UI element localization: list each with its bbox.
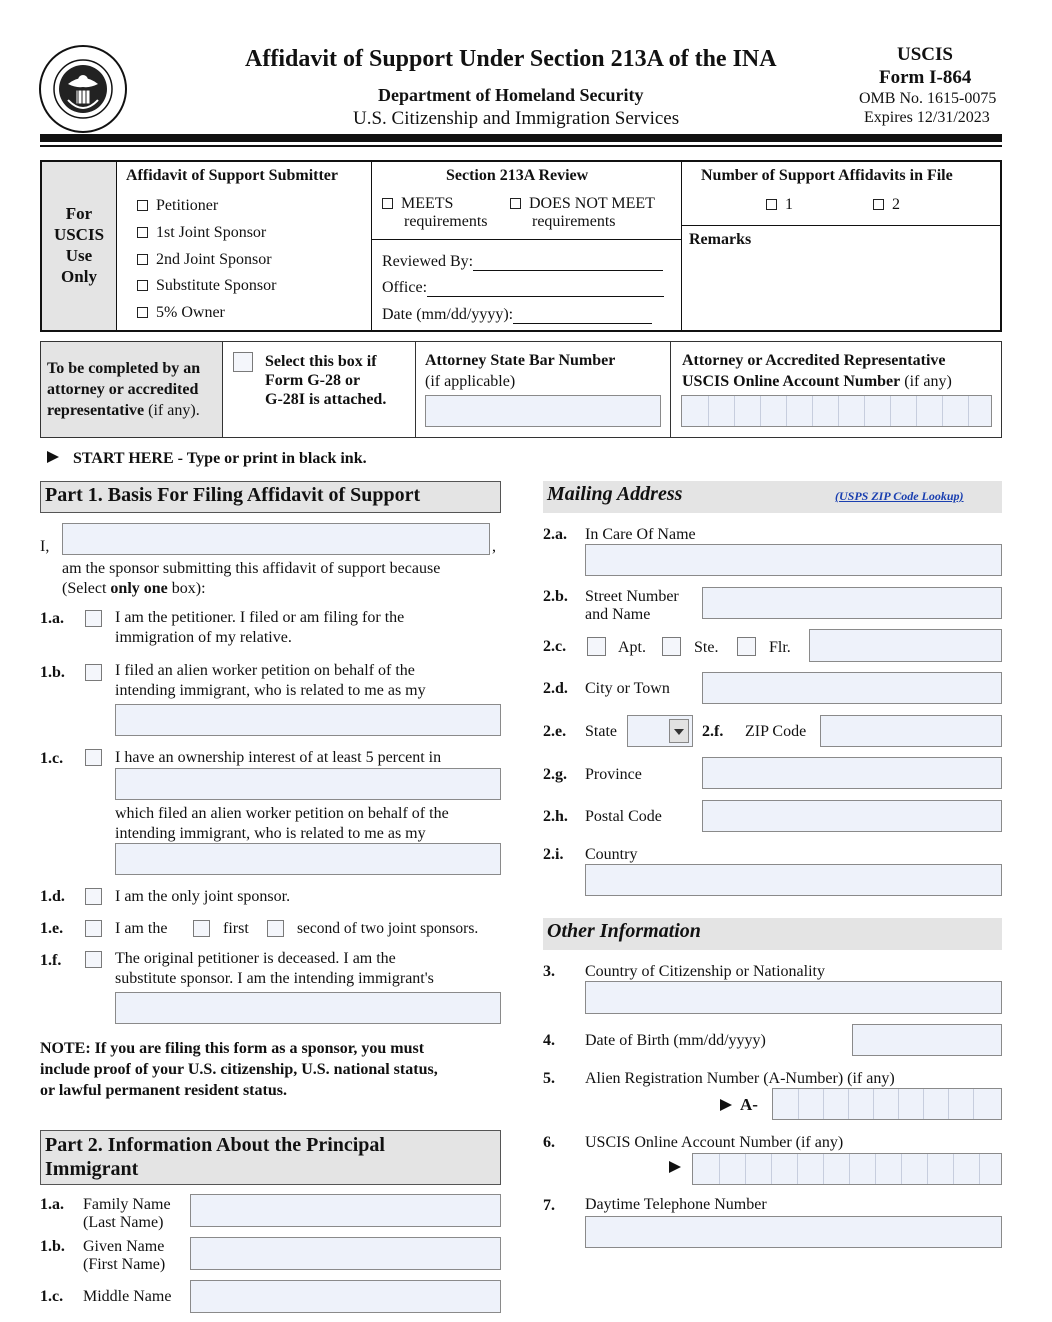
citizenship-label: Country of Citizenship or Nationality bbox=[585, 963, 825, 980]
g28-checkbox[interactable] bbox=[233, 352, 253, 372]
submitter-2nd-joint[interactable]: 2nd Joint Sponsor bbox=[137, 247, 276, 274]
postal-label: Postal Code bbox=[585, 808, 662, 825]
bar-number-sub: (if applicable) bbox=[425, 373, 516, 390]
attorney-account-label: Attorney or Accredited Representative bbox=[682, 352, 946, 369]
flr-checkbox[interactable] bbox=[737, 637, 756, 656]
item-1c-company-input[interactable] bbox=[115, 768, 501, 800]
street-input[interactable] bbox=[702, 587, 1002, 619]
m-2i-number: 2.i. bbox=[543, 846, 564, 863]
mailing-address-title: Mailing Address bbox=[543, 481, 1002, 513]
item-1f-relationship-input[interactable] bbox=[115, 992, 501, 1024]
p2-1a-number: 1.a. bbox=[40, 1196, 64, 1213]
city-label: City or Town bbox=[585, 680, 670, 697]
m-2d-number: 2.d. bbox=[543, 680, 568, 697]
middle-name-input[interactable] bbox=[190, 1280, 501, 1313]
office-divider-4 bbox=[682, 225, 1000, 226]
bar-number-input[interactable] bbox=[425, 395, 661, 427]
apt-label: Apt. bbox=[618, 639, 646, 656]
form-title: Affidavit of Support Under Section 213A of the INA bbox=[245, 46, 777, 72]
m-2f-number: 2.f. bbox=[702, 723, 724, 740]
country-input[interactable] bbox=[585, 864, 1002, 896]
m-2b-number: 2.b. bbox=[543, 588, 568, 605]
o-3-number: 3. bbox=[543, 963, 555, 980]
attorney-divider-1 bbox=[415, 342, 416, 437]
remarks-label: Remarks bbox=[689, 231, 752, 248]
attorney-account-label-2: USCIS Online Account Number (if any) bbox=[682, 373, 952, 390]
flr-label: Flr. bbox=[769, 639, 791, 656]
checkbox-icon bbox=[137, 280, 148, 291]
zip-input[interactable] bbox=[820, 715, 1002, 747]
m-2a-number: 2.a. bbox=[543, 526, 567, 543]
checkbox-icon bbox=[873, 199, 884, 210]
part1-title: Part 1. Basis For Filing Affidavit of Support bbox=[40, 481, 501, 513]
i-label: I, bbox=[40, 538, 50, 555]
start-here-text: START HERE - Type or print in black ink. bbox=[73, 450, 367, 467]
item-1e-number: 1.e. bbox=[40, 920, 64, 937]
item-1d-text: I am the only joint sponsor. bbox=[115, 888, 291, 905]
omb-number: OMB No. 1615-0075 bbox=[859, 90, 997, 107]
affidavit-count-2[interactable]: 2 bbox=[873, 196, 900, 214]
bar-number-label: Attorney State Bar Number bbox=[425, 352, 616, 369]
ste-label: Ste. bbox=[694, 639, 719, 656]
checkbox-icon bbox=[766, 199, 777, 210]
office-divider-2 bbox=[681, 162, 682, 330]
item-1f-text: The original petitioner is deceased. I am the substitute sponsor. I am the intending immigrant's bbox=[115, 950, 434, 987]
item-1e-text-3: second of two joint sponsors. bbox=[297, 920, 479, 937]
item-1b-checkbox[interactable] bbox=[85, 664, 102, 681]
online-account-label: USCIS Online Account Number (if any) bbox=[585, 1134, 844, 1151]
item-1a-text: I am the petitioner. I filed or am filing for the immigration of my relative. bbox=[115, 609, 405, 646]
item-1e-second-checkbox[interactable] bbox=[267, 920, 284, 937]
online-account-arrow-icon bbox=[669, 1161, 681, 1173]
family-name-input[interactable] bbox=[190, 1194, 501, 1227]
m-2h-number: 2.h. bbox=[543, 808, 568, 825]
dropdown-arrow-icon[interactable] bbox=[669, 719, 689, 743]
anumber-arrow-icon bbox=[720, 1099, 732, 1111]
care-of-input[interactable] bbox=[585, 544, 1002, 576]
for-uscis-use-label: For USCIS Use Only bbox=[53, 204, 105, 286]
submitter-substitute[interactable]: Substitute Sponsor bbox=[137, 273, 276, 300]
does-not-meet-option[interactable]: DOES NOT MEET requirements bbox=[510, 195, 655, 231]
state-label: State bbox=[585, 723, 617, 740]
item-1d-number: 1.d. bbox=[40, 888, 65, 905]
anumber-label: Alien Registration Number (A-Number) (if any) bbox=[585, 1070, 895, 1087]
date-row: Date (mm/dd/yyyy): bbox=[382, 306, 652, 324]
anumber-prefix: A- bbox=[740, 1095, 758, 1114]
item-1c-text-2: which filed an alien worker petition on behalf of the intending immigrant, who is related to me as my bbox=[115, 805, 449, 842]
p2-1c-number: 1.c. bbox=[40, 1288, 64, 1305]
item-1c-relationship-input[interactable] bbox=[115, 843, 501, 875]
item-1a-checkbox[interactable] bbox=[85, 610, 102, 627]
checkbox-icon bbox=[382, 198, 393, 209]
part1-note: NOTE: If you are filing this form as a sponsor, you must include proof of your U.S. citizenship, U.S. national status, or lawful permanent resident status. bbox=[40, 1040, 438, 1099]
item-1b-text: I filed an alien worker petition on behalf of the intending immigrant, who is related to me as my bbox=[115, 662, 426, 699]
submitter-petitioner[interactable]: Petitioner bbox=[137, 193, 276, 220]
affidavit-count-1[interactable]: 1 bbox=[766, 196, 793, 214]
checkbox-icon bbox=[137, 254, 148, 265]
ste-checkbox[interactable] bbox=[662, 637, 681, 656]
postal-input[interactable] bbox=[702, 800, 1002, 832]
item-1e-checkbox[interactable] bbox=[85, 920, 102, 937]
item-1e-text-2: first bbox=[223, 920, 249, 937]
item-1e-first-checkbox[interactable] bbox=[193, 920, 210, 937]
header-rule-thin bbox=[40, 145, 1002, 147]
city-input[interactable] bbox=[702, 672, 1002, 704]
dob-label: Date of Birth (mm/dd/yyyy) bbox=[585, 1032, 766, 1049]
given-name-input[interactable] bbox=[190, 1237, 501, 1270]
item-1e-text-1: I am the bbox=[115, 920, 168, 937]
g28-label: Select this box if Form G-28 or G-28I is attached. bbox=[265, 353, 387, 408]
zip-label: ZIP Code bbox=[745, 723, 807, 740]
phone-input[interactable] bbox=[585, 1216, 1002, 1248]
office-divider-3 bbox=[372, 239, 681, 240]
item-1a-number: 1.a. bbox=[40, 610, 64, 627]
attorney-account-input[interactable] bbox=[681, 395, 992, 427]
care-of-label: In Care Of Name bbox=[585, 526, 696, 543]
header-rule bbox=[40, 134, 1002, 142]
province-label: Province bbox=[585, 766, 642, 783]
checkbox-icon bbox=[137, 200, 148, 211]
item-1f-number: 1.f. bbox=[40, 952, 62, 969]
o-4-number: 4. bbox=[543, 1032, 555, 1049]
m-2e-number: 2.e. bbox=[543, 723, 567, 740]
dob-input[interactable] bbox=[852, 1024, 1002, 1056]
item-1c-checkbox[interactable] bbox=[85, 749, 102, 766]
submitter-options bbox=[137, 193, 276, 327]
attorney-intro-text: To be completed by an attorney or accredited representative (if any). bbox=[47, 360, 201, 419]
review-title: Section 213A Review bbox=[446, 167, 589, 184]
part2-title: Part 2. Information About the Principal Immigrant bbox=[40, 1130, 501, 1185]
street-label: Street Number and Name bbox=[585, 588, 679, 623]
department-name: Department of Homeland Security bbox=[378, 85, 644, 105]
submitter-1st-joint[interactable]: 1st Joint Sponsor bbox=[137, 220, 276, 247]
expiration-date: Expires 12/31/2023 bbox=[864, 109, 990, 126]
meets-option[interactable]: MEETS requirements bbox=[382, 195, 488, 231]
province-input[interactable] bbox=[702, 757, 1002, 789]
item-1f-checkbox[interactable] bbox=[85, 951, 102, 968]
office-row: Office: bbox=[382, 279, 664, 297]
country-label: Country bbox=[585, 846, 638, 863]
m-2g-number: 2.g. bbox=[543, 766, 567, 783]
dhs-seal bbox=[38, 44, 128, 134]
apt-checkbox[interactable] bbox=[587, 637, 606, 656]
submitter-5pct-owner[interactable]: 5% Owner bbox=[137, 300, 276, 327]
o-5-number: 5. bbox=[543, 1070, 555, 1087]
sponsor-intro: am the sponsor submitting this affidavit of support because (Select only one box): bbox=[62, 560, 441, 597]
agency-name: U.S. Citizenship and Immigration Services bbox=[353, 108, 680, 129]
o-7-number: 7. bbox=[543, 1197, 555, 1214]
item-1d-checkbox[interactable] bbox=[85, 888, 102, 905]
office-divider-1 bbox=[371, 162, 372, 330]
online-account-input[interactable] bbox=[692, 1153, 1002, 1185]
p2-1b-number: 1.b. bbox=[40, 1238, 65, 1255]
item-1b-relationship-input[interactable] bbox=[115, 704, 501, 736]
item-1c-number: 1.c. bbox=[40, 750, 64, 767]
middle-name-label: Middle Name bbox=[83, 1288, 172, 1305]
other-info-title: Other Information bbox=[543, 918, 1002, 950]
checkbox-icon bbox=[137, 227, 148, 238]
state-select[interactable] bbox=[627, 715, 693, 747]
anumber-input[interactable] bbox=[772, 1088, 1002, 1120]
sponsor-name-input[interactable] bbox=[62, 523, 490, 555]
checkbox-icon bbox=[510, 198, 521, 209]
family-name-label: Family Name (Last Name) bbox=[83, 1196, 171, 1231]
item-1b-number: 1.b. bbox=[40, 664, 65, 681]
uscis-label: USCIS bbox=[897, 44, 953, 65]
unit-number-input[interactable] bbox=[809, 629, 1002, 662]
checkbox-icon bbox=[137, 307, 148, 318]
given-name-label: Given Name (First Name) bbox=[83, 1238, 166, 1273]
form-number: Form I-864 bbox=[879, 67, 972, 88]
reviewed-by-row: Reviewed By: bbox=[382, 253, 663, 271]
start-arrow-icon bbox=[47, 451, 59, 463]
phone-label: Daytime Telephone Number bbox=[585, 1196, 767, 1213]
citizenship-input[interactable] bbox=[585, 981, 1002, 1014]
m-2c-number: 2.c. bbox=[543, 638, 567, 655]
affidavits-title: Number of Support Affidavits in File bbox=[701, 167, 953, 184]
comma-label: , bbox=[492, 538, 496, 555]
attorney-divider-2 bbox=[670, 342, 671, 437]
submitter-title: Affidavit of Support Submitter bbox=[126, 167, 339, 184]
o-6-number: 6. bbox=[543, 1134, 555, 1151]
item-1c-text: I have an ownership interest of at least 5 percent in bbox=[115, 749, 442, 766]
usps-zip-lookup-link[interactable]: (USPS ZIP Code Lookup) bbox=[835, 489, 964, 503]
